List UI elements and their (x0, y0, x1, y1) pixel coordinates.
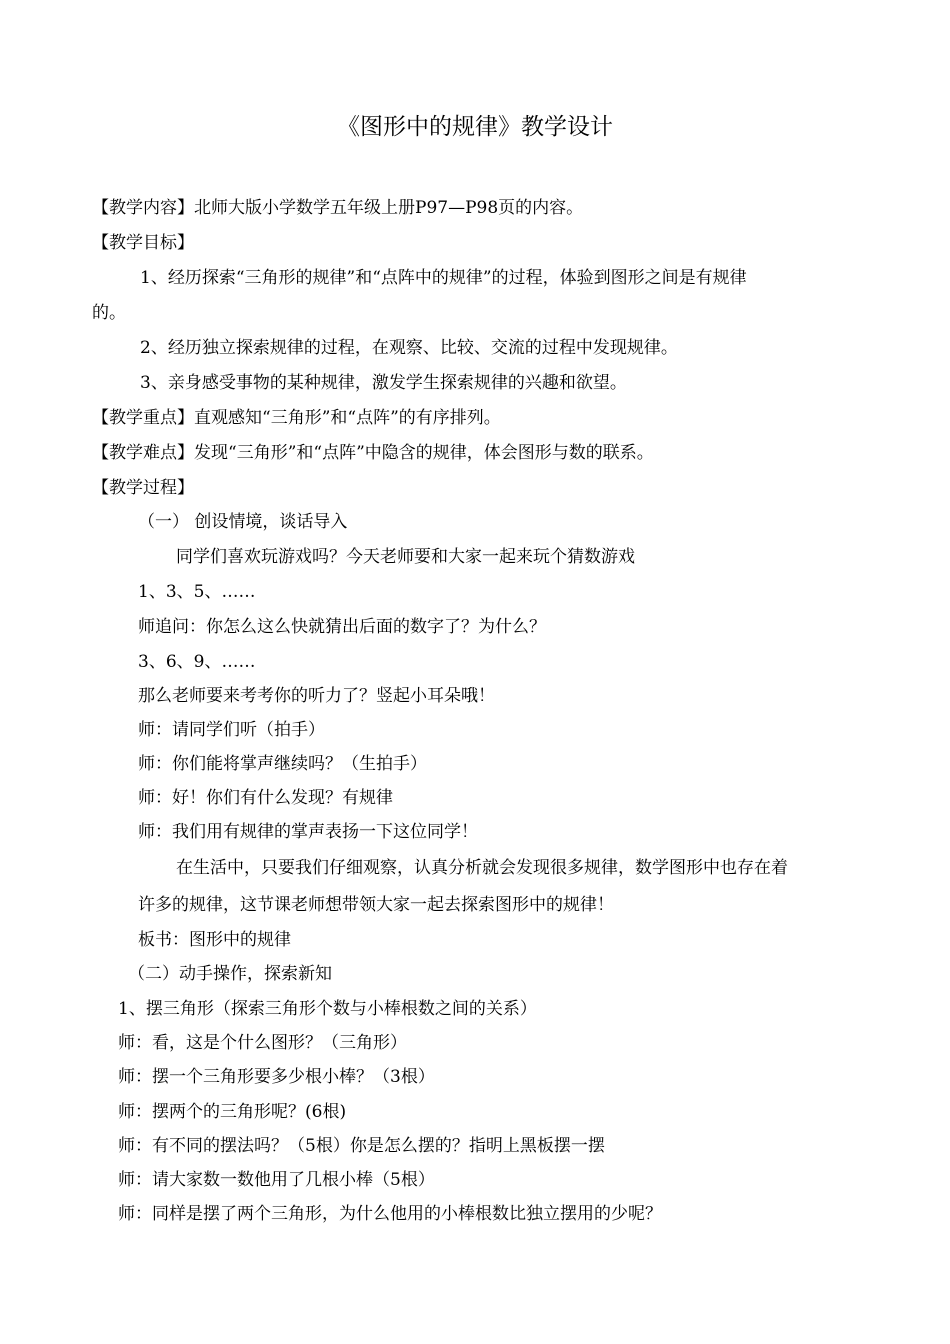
paragraph-line: 板书：图形中的规律 (138, 930, 291, 950)
paragraph-line: 师：好！你们有什么发现？有规律 (138, 788, 393, 808)
goal-2: 2、经历独立探索规律的过程，在观察、比较、交流的过程中发现规律。 (140, 338, 678, 358)
paragraph-line: 师：你们能将掌声继续吗？（生拍手） (138, 754, 427, 774)
paragraph-line: 在生活中，只要我们仔细观察，认真分析就会发现很多规律，数学图形中也存在着 (176, 858, 788, 878)
paragraph-line: 1、3、5、…… (138, 582, 256, 602)
step-2-heading: （二）动手操作，探索新知 (128, 964, 332, 984)
paragraph-line: 师：看，这是个什么图形？（三角形） (118, 1033, 407, 1053)
section-difficulties: 【教学难点】发现“三角形”和“点阵”中隐含的规律，体会图形与数的联系。 (92, 443, 654, 463)
section-teaching-goals: 【教学目标】 (92, 233, 194, 253)
section-key-points: 【教学重点】直观感知“三角形”和“点阵”的有序排列。 (92, 408, 501, 428)
paragraph-line: 那么老师要来考考你的听力了？竖起小耳朵哦！ (138, 686, 495, 706)
paragraph-line: 师：摆两个的三角形呢？(6根) (118, 1102, 347, 1122)
paragraph-line: 师：请同学们听（拍手） (138, 720, 325, 740)
paragraph-line: 师：有不同的摆法吗？（5根）你是怎么摆的？指明上黑板摆一摆 (118, 1136, 605, 1156)
paragraph-line: 3、6、9、…… (138, 652, 256, 672)
step-1-heading: （一） 创设情境，谈话导入 (138, 512, 348, 532)
section-teaching-process: 【教学过程】 (92, 478, 194, 498)
paragraph-line: 1、摆三角形（探索三角形个数与小棒根数之间的关系） (118, 999, 537, 1019)
paragraph-line: 师：我们用有规律的掌声表扬一下这位同学！ (138, 822, 478, 842)
goal-1-line-2: 的。 (92, 303, 126, 323)
goal-3: 3、亲身感受事物的某种规律，激发学生探索规律的兴趣和欲望。 (140, 373, 627, 393)
paragraph-line: 师：同样是摆了两个三角形，为什么他用的小棒根数比独立摆用的少呢？ (118, 1204, 662, 1224)
section-teaching-content: 【教学内容】北师大版小学数学五年级上册P97—P98页的内容。 (92, 198, 584, 218)
paragraph-line: 同学们喜欢玩游戏吗？今天老师要和大家一起来玩个猜数游戏 (176, 547, 635, 567)
paragraph-line: 师：请大家数一数他用了几根小棒（5根） (118, 1170, 435, 1190)
document-title: 《图形中的规律》教学设计 (337, 114, 613, 140)
paragraph-line: 许多的规律，这节课老师想带领大家一起去探索图形中的规律！ (138, 895, 614, 915)
goal-1-line-1: 1、经历探索“三角形的规律”和“点阵中的规律”的过程，体验到图形之间是有规律 (140, 268, 747, 288)
paragraph-line: 师追问：你怎么这么快就猜出后面的数字了？为什么？ (138, 617, 546, 637)
paragraph-line: 师：摆一个三角形要多少根小棒？（3根） (118, 1067, 435, 1087)
